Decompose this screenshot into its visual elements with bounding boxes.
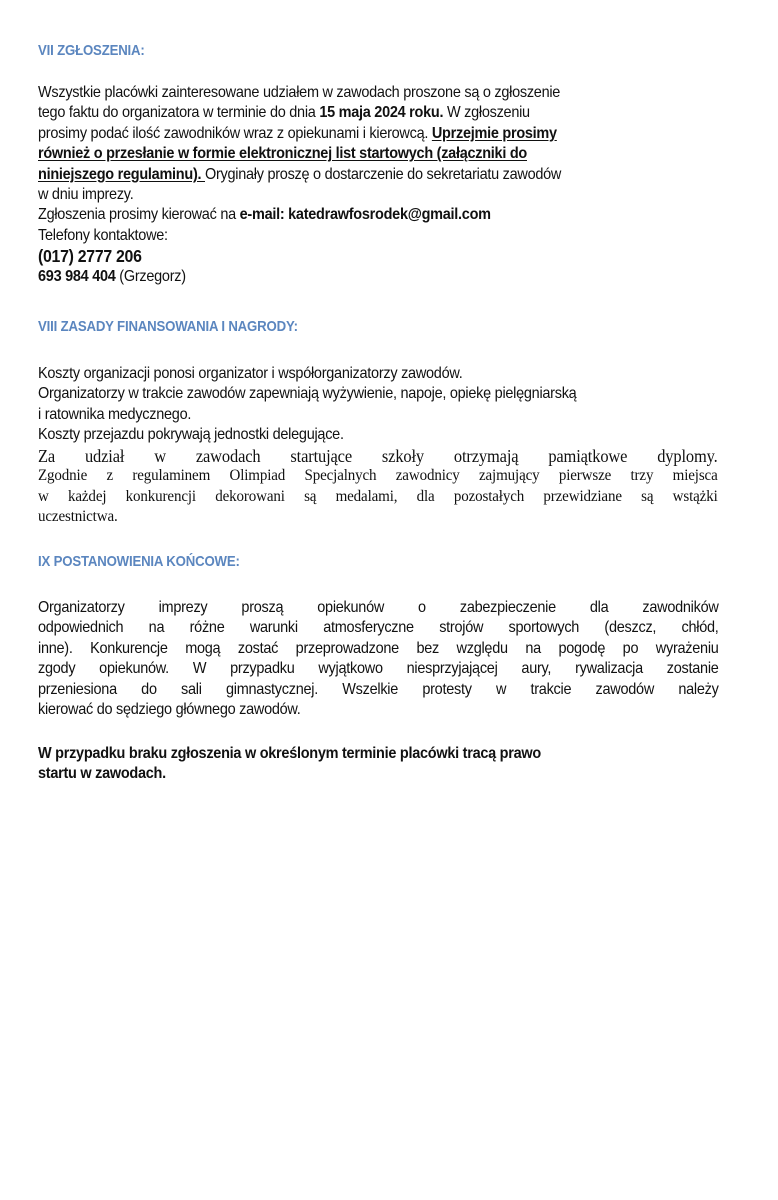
contact-name: (Grzegorz) (115, 267, 186, 285)
deadline-date: 15 maja 2024 roku. (319, 104, 444, 122)
text-line (38, 205, 719, 225)
emphasized-request: Uprzejmie prosimy (431, 124, 557, 142)
section-heading-zgloszenia: VII ZGŁOSZENIA: (38, 42, 145, 59)
emphasized-request: również o przesłanie w formie elektronicznej list startowych (załączniki do (38, 145, 527, 163)
text-line (38, 165, 719, 185)
section-body-nagrody (38, 446, 718, 528)
text-line: przeniesiona do sali gimnastycznej. Wszelkie protesty w trakcie zawodów należy (38, 680, 719, 698)
phone-number-mobile[interactable]: 693 984 404 (38, 267, 116, 285)
text-fragment: prosimy podać ilość zawodników wraz z opiekunami i kierowcą. (38, 124, 432, 142)
phone-number-office[interactable]: (017) 2777 206 (38, 246, 142, 267)
text-line (38, 103, 719, 123)
text-line: Koszty organizacji ponosi organizator i współorganizatorzy zawodów. (38, 365, 463, 382)
text-line (38, 267, 719, 287)
text-line: inne). Konkurencje mogą zostać przeprowadzone bez względu na pogodę po wyrażeniu (38, 639, 719, 657)
text-fragment: W zgłoszeniu (443, 104, 530, 122)
text-line: Organizatorzy imprezy proszą opiekunów o zabezpieczenie dla zawodników (38, 599, 719, 616)
text-line: Telefony kontaktowe: (38, 226, 168, 244)
email-address[interactable]: e-mail: katedrawfosrodek@gmail.com (239, 206, 491, 224)
text-line: odpowiednich na różne warunki atmosferyczne strojów sportowych (deszcz, chłód, (38, 619, 719, 637)
text-fragment: tego faktu do organizatora w terminie do dnia (38, 104, 320, 122)
text-line (38, 124, 719, 144)
text-line: zgody opiekunów. W przypadku wyjątkowo niesprzyjającej aury, rywalizacja zostanie (38, 660, 719, 678)
emphasized-request: niniejszego regulaminu). (38, 165, 206, 183)
text-line: Za udział w zawodach startujące szkoły otrzymają pamiątkowe dyplomy. (38, 446, 718, 466)
text-fragment: Zgłoszenia prosimy kierować na (38, 206, 240, 224)
text-line: Wszystkie placówki zainteresowane udziałem w zawodach proszone są o zgłoszenie (38, 84, 561, 101)
section-body-postanowienia (38, 598, 719, 720)
section-body-finansowanie (38, 364, 719, 446)
text-line: startu w zawodach. (38, 765, 166, 783)
text-line: uczestnictwa. (38, 508, 118, 526)
text-line (38, 144, 719, 164)
text-line: Zgodnie z regulaminem Olimpiad Specjalnych zawodnicy zajmujący pierwsze trzy miejsca (38, 467, 718, 485)
text-line: i ratownika medycznego. (38, 405, 192, 423)
text-line (38, 246, 719, 266)
section-heading-postanowienia: IX POSTANOWIENIA KOŃCOWE: (38, 553, 240, 570)
text-line: kierować do sędziego głównego zawodów. (38, 701, 301, 719)
section-heading-finansowanie: VIII ZASADY FINANSOWANIA I NAGRODY: (38, 318, 298, 335)
final-notice (38, 744, 719, 785)
text-line: w dniu imprezy. (38, 186, 134, 204)
text-line: W przypadku braku zgłoszenia w określonym terminie placówki tracą prawo (38, 745, 541, 762)
text-line: Koszty przejazdu pokrywają jednostki delegujące. (38, 426, 344, 444)
text-line: Organizatorzy w trakcie zawodów zapewniają wyżywienie, napoje, opiekę pielęgniarską (38, 385, 577, 403)
section-body-zgloszenia (38, 83, 719, 287)
text-line: w każdej konkurencji dekorowani są medalami, dla pozostałych przewidziane są wstążki (38, 487, 718, 505)
text-fragment: Oryginały proszę o dostarczenie do sekretariatu zawodów (205, 165, 562, 183)
